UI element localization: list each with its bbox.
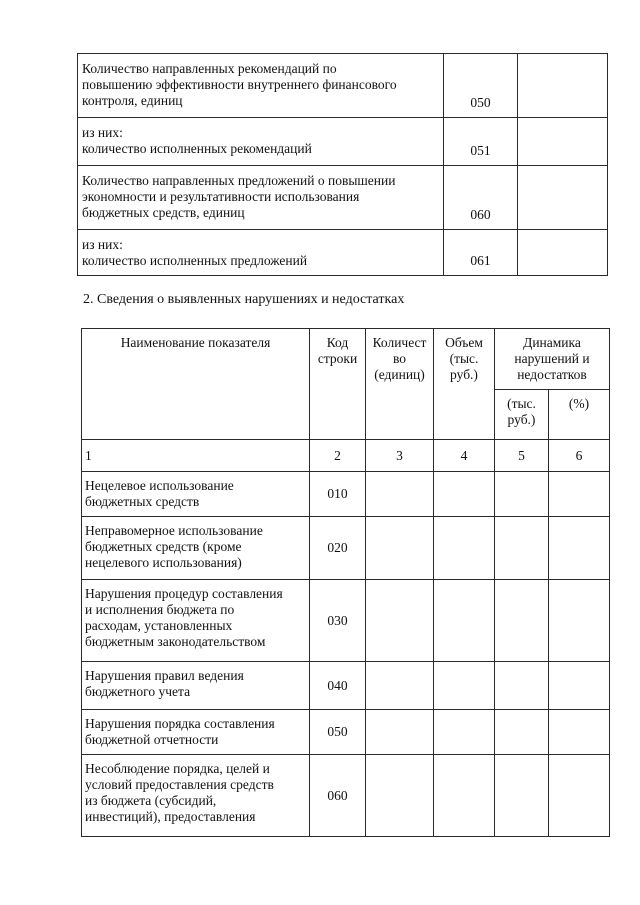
table-row xyxy=(82,472,610,517)
table-row xyxy=(78,166,608,230)
value-cell xyxy=(518,230,608,276)
indicator-name: Нарушения процедур составления и исполнения бюджета по расходам, установленных бюджетным законодательством xyxy=(82,580,310,662)
value-cell xyxy=(549,580,610,662)
value-cell xyxy=(495,710,549,755)
violations-table xyxy=(81,328,610,837)
value-cell xyxy=(366,710,434,755)
value-cell xyxy=(434,755,495,837)
header-row xyxy=(82,329,610,390)
indicator-name: Неправомерное использование бюджетных средств (кроме нецелевого использования) xyxy=(82,517,310,580)
table-row xyxy=(82,755,610,837)
column-number: 4 xyxy=(434,440,495,472)
indicator-name: из них: количество исполненных предложений xyxy=(78,230,444,276)
value-cell xyxy=(366,755,434,837)
value-cell xyxy=(495,755,549,837)
value-cell xyxy=(549,472,610,517)
table-row xyxy=(78,54,608,118)
row-code: 010 xyxy=(310,472,366,517)
value-cell xyxy=(549,517,610,580)
value-cell xyxy=(495,662,549,710)
value-cell xyxy=(495,517,549,580)
value-cell xyxy=(549,710,610,755)
table-row xyxy=(82,580,610,662)
column-number: 2 xyxy=(310,440,366,472)
indicator-name: Количество направленных рекомендаций по повышению эффективности внутреннего финансового контроля, единиц xyxy=(78,54,444,118)
value-cell xyxy=(366,580,434,662)
value-cell xyxy=(518,118,608,166)
indicator-name: из них: количество исполненных рекомендаций xyxy=(78,118,444,166)
value-cell xyxy=(434,710,495,755)
row-code: 060 xyxy=(310,755,366,837)
value-cell xyxy=(366,517,434,580)
value-cell xyxy=(549,755,610,837)
indicator-name: Нарушения порядка составления бюджетной отчетности xyxy=(82,710,310,755)
value-cell xyxy=(549,662,610,710)
row-code: 051 xyxy=(444,118,518,166)
row-code: 061 xyxy=(444,230,518,276)
row-code: 020 xyxy=(310,517,366,580)
value-cell xyxy=(518,54,608,118)
value-cell xyxy=(495,472,549,517)
indicator-name: Нецелевое использование бюджетных средств xyxy=(82,472,310,517)
row-code: 060 xyxy=(444,166,518,230)
recommendations-table xyxy=(77,53,608,276)
header-indicator-name: Наименование показателя xyxy=(82,329,310,440)
table-row xyxy=(82,710,610,755)
indicator-name: Несоблюдение порядка, целей и условий предоставления средств из бюджета (субсидий, инвестиций), предоставления xyxy=(82,755,310,837)
header-volume: Объем (тыс. руб.) xyxy=(434,329,495,440)
section-title: 2. Сведения о выявленных нарушениях и недостатках xyxy=(83,292,405,307)
table-row xyxy=(78,230,608,276)
value-cell xyxy=(434,517,495,580)
value-cell xyxy=(518,166,608,230)
column-number: 6 xyxy=(549,440,610,472)
header-dynamics-percent: (%) xyxy=(549,390,610,440)
value-cell xyxy=(366,472,434,517)
table-row xyxy=(78,118,608,166)
indicator-name: Нарушения правил ведения бюджетного учета xyxy=(82,662,310,710)
row-code: 040 xyxy=(310,662,366,710)
header-count: Количест во (единиц) xyxy=(366,329,434,440)
table-row xyxy=(82,517,610,580)
header-dynamics: Динамика нарушений и недостатков xyxy=(495,329,610,390)
table-row xyxy=(82,662,610,710)
value-cell xyxy=(366,662,434,710)
column-number-row xyxy=(82,440,610,472)
header-dynamics-thousands: (тыс. руб.) xyxy=(495,390,549,440)
row-code: 050 xyxy=(310,710,366,755)
indicator-name: Количество направленных предложений о повышении экономности и результативности использования бюджетных средств, единиц xyxy=(78,166,444,230)
column-number: 5 xyxy=(495,440,549,472)
column-number: 1 xyxy=(82,440,310,472)
value-cell xyxy=(434,472,495,517)
row-code: 030 xyxy=(310,580,366,662)
value-cell xyxy=(434,662,495,710)
value-cell xyxy=(495,580,549,662)
column-number: 3 xyxy=(366,440,434,472)
header-row-code: Код строки xyxy=(310,329,366,440)
value-cell xyxy=(434,580,495,662)
row-code: 050 xyxy=(444,54,518,118)
